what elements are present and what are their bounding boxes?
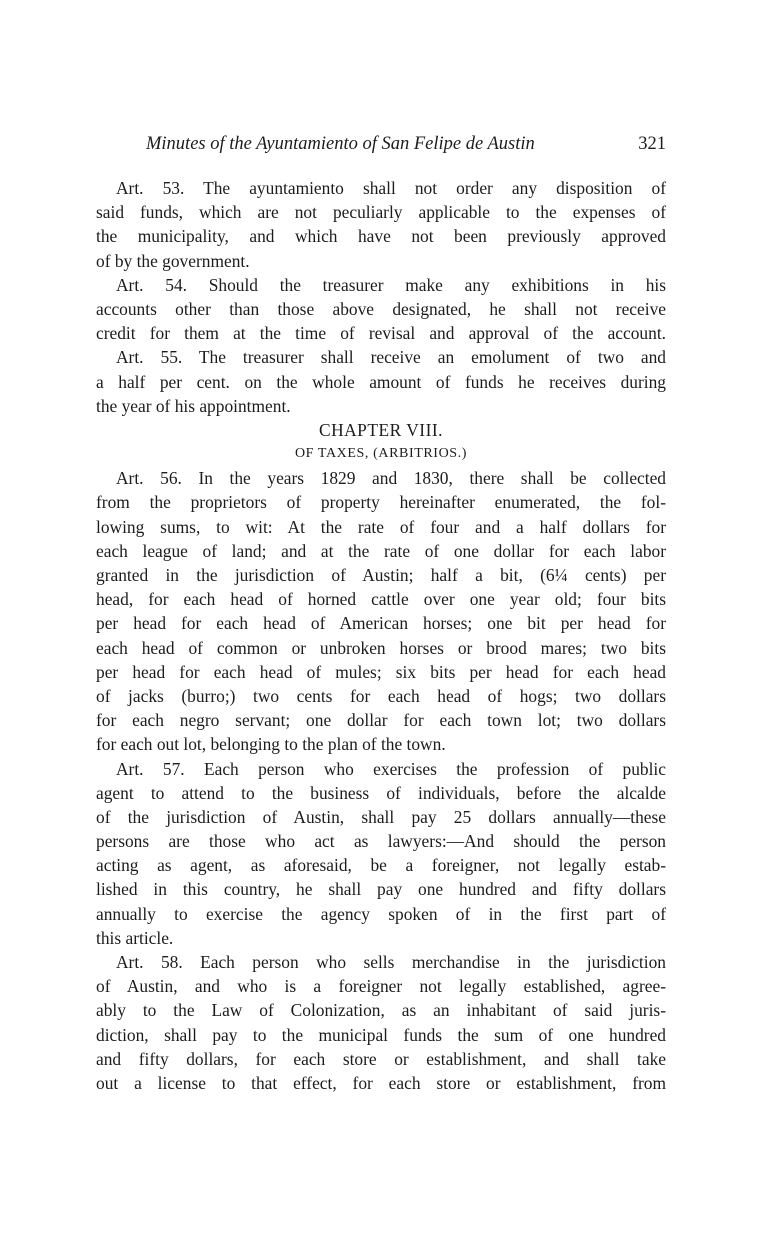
text-line: credit for them at the time of revisal and approval of the account.	[96, 323, 666, 344]
page-number: 321	[638, 134, 666, 154]
text-line: of by the government.	[96, 250, 250, 271]
text-line: granted in the jurisdiction of Austin; half a bit, (6¼ cents) per	[96, 565, 666, 585]
text-line: annually to exercise the agency spoken of in the first part of	[96, 903, 666, 924]
text-line: persons are those who act as lawyers:—And should the person	[96, 831, 666, 852]
text-line: Art. 55. The treasurer shall receive an emolument of two and	[116, 347, 666, 368]
text-line: said funds, which are not peculiarly applicable to the expenses of	[96, 202, 666, 223]
text-line: lished in this country, he shall pay one hundred and fifty dollars	[96, 879, 666, 900]
text-line: ably to the Law of Colonization, as an inhabitant of said juris-	[96, 1000, 666, 1021]
running-head	[146, 132, 666, 156]
body-text	[96, 176, 666, 1095]
chapter-subheading: OF TAXES, (ARBITRIOS.)	[294, 446, 468, 462]
text-line: of the jurisdiction of Austin, shall pay 25 dollars annually—these	[96, 806, 666, 827]
text-line: the municipality, and which have not been previously approved	[96, 226, 666, 247]
text-line: acting as agent, as aforesaid, be a foreigner, not legally estab-	[96, 855, 666, 876]
text-line: lowing sums, to wit: At the rate of four and a half dollars for	[96, 516, 666, 537]
text-line: this article.	[96, 927, 174, 948]
chapter-heading: CHAPTER VIII.	[318, 419, 444, 440]
text-line: of Austin, and who is a foreigner not legally established, agree-	[96, 976, 666, 997]
text-line: diction, shall pay to the municipal funds the sum of one hundred	[96, 1024, 666, 1045]
text-line: Art. 56. In the years 1829 and 1830, there shall be collected	[116, 468, 666, 489]
text-line: from the proprietors of property hereinafter enumerated, the fol-	[96, 492, 666, 513]
text-line: Art. 57. Each person who exercises the profession of public	[116, 758, 666, 779]
text-line: and fifty dollars, for each store or establishment, and shall take	[96, 1048, 666, 1069]
text-line: each league of land; and at the rate of one dollar for each labor	[96, 540, 666, 561]
running-title: Minutes of the Ayuntamiento of San Felipe de Austin	[146, 134, 535, 154]
text-line: accounts other than those above designated, he shall not receive	[96, 298, 666, 319]
text-line: for each out lot, belonging to the plan of the town.	[96, 734, 446, 755]
text-line: agent to attend to the business of individuals, before the alcalde	[96, 782, 666, 803]
text-line: per head for each head of American horses; one bit per head for	[96, 613, 666, 634]
text-line: per head for each head of mules; six bits per head for each head	[96, 661, 666, 682]
text-line: the year of his appointment.	[96, 395, 291, 416]
text-line: for each negro servant; one dollar for each town lot; two dollars	[96, 710, 666, 731]
text-line: Art. 58. Each person who sells merchandise in the jurisdiction	[116, 952, 666, 972]
text-line: a half per cent. on the whole amount of funds he receives during	[96, 371, 666, 392]
text-line: each head of common or unbroken horses or brood mares; two bits	[96, 637, 666, 658]
text-line: of jacks (burro;) two cents for each head of hogs; two dollars	[96, 685, 666, 706]
text-line: head, for each head of horned cattle over one year old; four bits	[96, 589, 666, 610]
text-line: Art. 54. Should the treasurer make any exhibitions in his	[116, 274, 666, 295]
text-line: Art. 53. The ayuntamiento shall not order any disposition of	[116, 178, 666, 198]
text-line: out a license to that effect, for each store or establishment, from	[96, 1072, 666, 1093]
